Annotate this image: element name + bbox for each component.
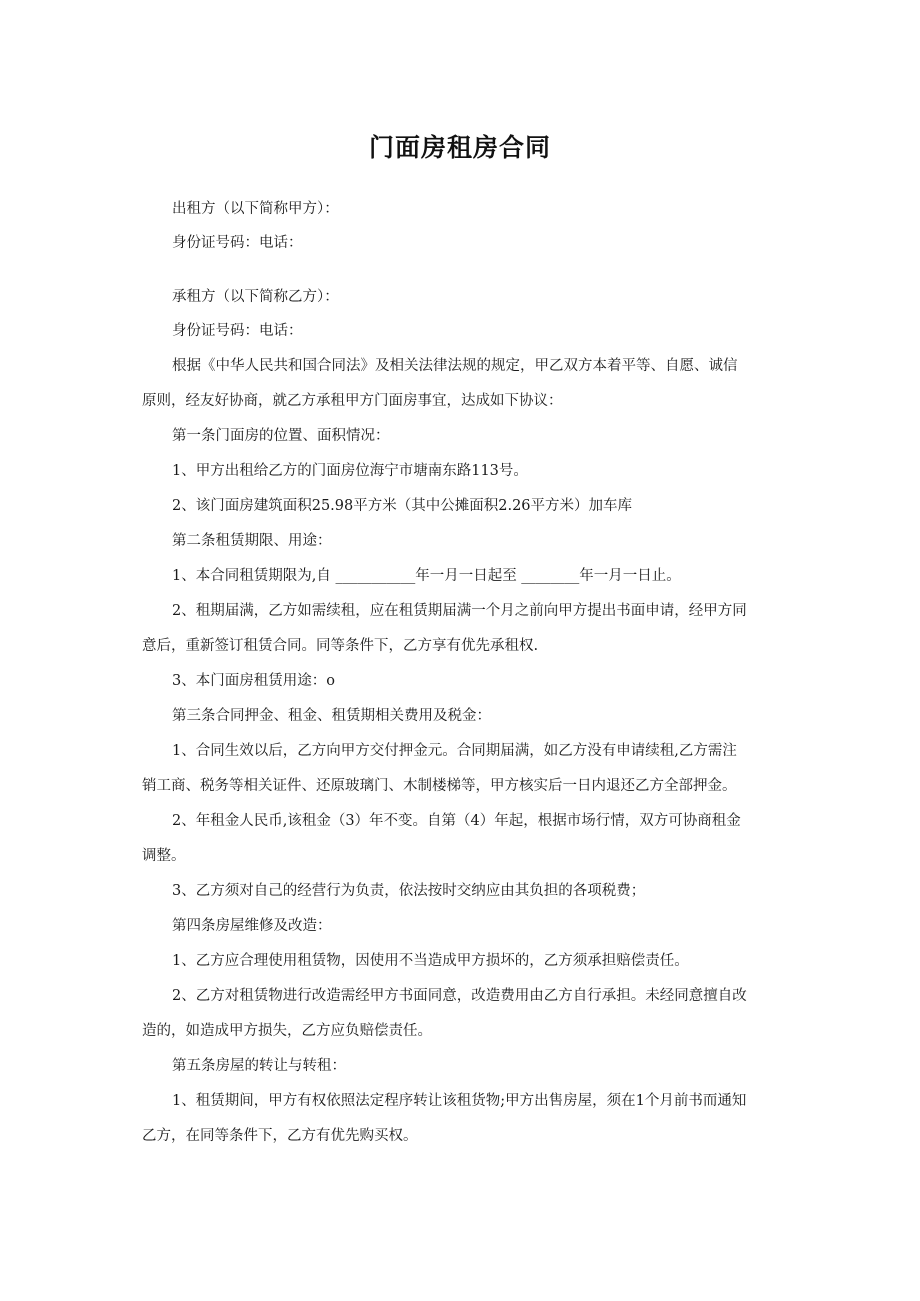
article-4-item-2-line-2: 造的，如造成甲方损失，乙方应负赔偿责任。 [142, 1023, 432, 1039]
article-2-heading: 第二条租赁期限、用途： [172, 533, 332, 549]
article-4-item-2-line-1: 2、乙方对租赁物进行改造需经甲方书面同意，改造费用由乙方自行承担。未经同意擅自改 [172, 988, 747, 1004]
article-2-item-1: 1、本合同租赁期限为,自 ___________年一月一日起至 ________年一月一日止。 [172, 568, 681, 584]
article-3-item-1-line-2: 销工商、税务等相关证件、还原玻璃门、木制楼梯等，甲方核实后一日内退还乙方全部押金。 [142, 778, 737, 794]
article-2-item-2-line-1: 2、租期届满，乙方如需续租，应在租赁期届满一个月之前向甲方提出书面申请，经甲方同 [172, 603, 747, 619]
article-1-heading: 第一条门面房的位置、面积情况： [172, 428, 390, 444]
document-title: 门面房租房合同 [368, 133, 551, 162]
lessee-id-phone-line: 身份证号码：电话： [172, 323, 303, 339]
article-4-item-1: 1、乙方应合理使用租赁物，因使用不当造成甲方损坏的，乙方须承担赔偿责任。 [172, 953, 689, 969]
lessee-line: 承租方（以下简称乙方）： [172, 289, 339, 305]
article-5-item-1-line-2: 乙方，在同等条件下，乙方有优先购买权。 [142, 1128, 418, 1144]
article-3-item-1-line-1: 1、合同生效以后，乙方向甲方交付押金元。合同期届满，如乙方没有申请续租,乙方需注 [172, 743, 737, 759]
article-4-heading: 第四条房屋维修及改造： [172, 918, 332, 934]
article-5-heading: 第五条房屋的转让与转租： [172, 1058, 346, 1074]
article-3-item-2-line-1: 2、年租金人民币,该租金（3）年不变。自第（4）年起，根据市场行情，双方可协商租金 [172, 813, 741, 829]
article-2-item-2-line-2: 意后，重新签订租赁合同。同等条件下，乙方享有优先承租权. [142, 638, 539, 654]
lessor-id-phone-line: 身份证号码：电话： [172, 235, 303, 251]
article-1-item-2: 2、该门面房建筑面积25.98平方米（其中公摊面积2.26平方米）加车库 [172, 498, 633, 514]
article-2-item-3: 3、本门面房租赁用途：o [172, 673, 335, 689]
preamble-line-2: 原则，经友好协商，就乙方承租甲方门面房事宜，达成如下协议： [142, 393, 563, 409]
preamble-line-1: 根据《中华人民共和国合同法》及相关法律法规的规定，甲乙双方本着平等、自愿、诚信 [172, 358, 738, 374]
article-3-item-2-line-2: 调整。 [142, 848, 186, 864]
article-1-item-1: 1、甲方出租给乙方的门面房位海宁市塘南东路113号。 [172, 463, 528, 479]
lessor-line: 出租方（以下简称甲方）： [172, 201, 339, 217]
article-3-heading: 第三条合同押金、租金、租赁期相关费用及税金： [172, 708, 491, 724]
article-5-item-1-line-1: 1、租赁期间，甲方有权依照法定程序转让该租货物;甲方出售房屋，须在1个月前书而通知 [172, 1093, 747, 1109]
article-3-item-3: 3、乙方须对自己的经营行为负责，依法按时交纳应由其负担的各项税费； [172, 883, 646, 899]
